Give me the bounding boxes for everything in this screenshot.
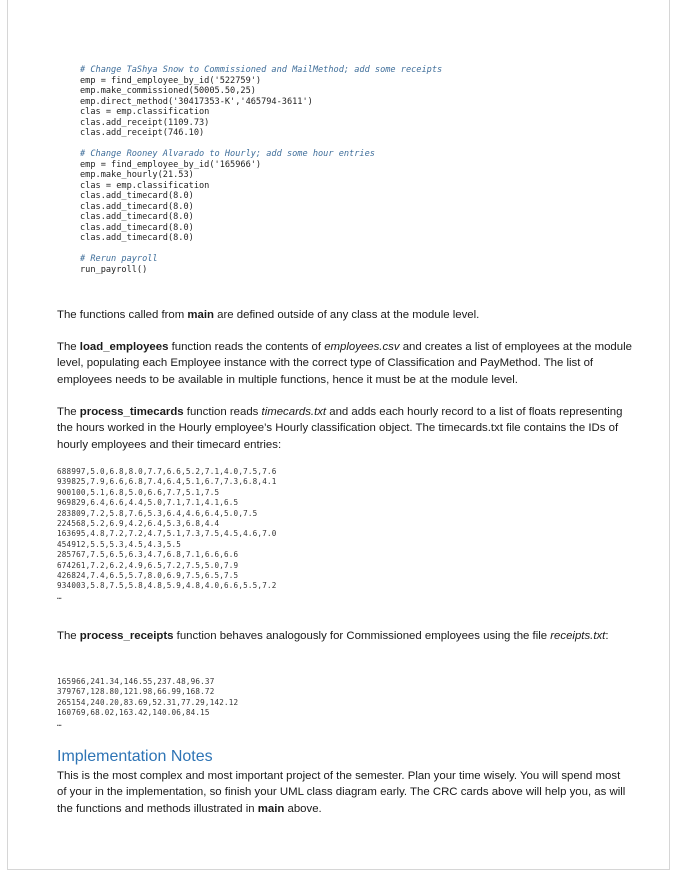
paragraph-text: function behaves analogously for Commissioned employees using the file xyxy=(173,630,551,642)
code-line: run_payroll() xyxy=(80,264,148,275)
receipt-record: 265154,240.20,83.69,52.31,77.29,142.12 xyxy=(57,697,239,707)
code-comment-line: # Rerun payroll xyxy=(80,254,158,264)
timecard-record: 426824,7.4,6.5,5.7,8.0,6.9,7.5,6.5,7.5 xyxy=(57,571,239,581)
code-block xyxy=(80,65,442,275)
paragraph-text: function reads the contents of xyxy=(168,341,325,353)
receipts-sample xyxy=(57,677,238,729)
timecard-record: 224568,5.2,6.9,4.2,6.4,5.3,6.8,4.4 xyxy=(57,519,220,529)
paragraph-text: above. xyxy=(284,802,322,815)
paragraph-text: and creates a list of employees at the module level, populating each Employee instance with the correct type of Classification and PayMethod. The list of employees needs to be available in multiple functions, hence it must be at the module level. xyxy=(57,341,632,386)
code-comment-line: # Change TaShya Snow to Commissioned and MailMethod; add some receipts xyxy=(80,65,443,75)
paragraph-process-receipts xyxy=(57,628,632,644)
function-name-process-timecards: process_timecards xyxy=(79,406,184,418)
filename-timecards-txt: timecards.txt xyxy=(261,406,327,418)
paragraph-process-timecards xyxy=(57,404,632,453)
paragraph-text: : xyxy=(605,630,609,642)
timecard-record: 454912,5.5,5.3,4.5,4.3,5.5 xyxy=(57,539,182,549)
paragraph-text: This is the most complex and most important project of the semester. Plan your time wisely. You will spend most of your in the implementation, so finish your UML class diagram early. The CRC cards above will help you, as will the functions and methods illustrated in xyxy=(57,770,626,815)
receipt-record: 160769,68.02,163.42,140.06,84.15 xyxy=(57,708,210,718)
filename-receipts-txt: receipts.txt xyxy=(550,630,606,642)
paragraph-text: The xyxy=(57,341,80,353)
section-heading-implementation-notes: Implementation Notes xyxy=(57,748,213,765)
code-line: clas.add_timecard(8.0) xyxy=(80,201,194,212)
paragraph-text: function reads xyxy=(183,406,262,418)
timecard-record: … xyxy=(57,591,62,601)
paragraph-text: are defined outside of any class at the module level. xyxy=(214,309,480,321)
receipt-record: 165966,241.34,146.55,237.48,96.37 xyxy=(57,677,215,686)
timecard-record: 674261,7.2,6.2,4.9,6.5,7.2,7.5,5.0,7.9 xyxy=(57,560,239,570)
timecard-record: 934003,5.8,7.5,5.8,4.8,5.9,4.8,4.0,6.6,5.5,7.2 xyxy=(57,581,277,591)
paragraph-text: The xyxy=(57,406,80,418)
code-line: clas.add_receipt(746.10) xyxy=(80,128,205,138)
paragraph-load-employees xyxy=(57,339,632,388)
timecard-record: 939825,7.9,6.6,6.8,7.4,6.4,5.1,6.7,7.3,6.8,4.1 xyxy=(57,477,277,487)
paragraph-module-functions xyxy=(57,307,632,323)
code-line: emp = find_employee_by_id('165966') xyxy=(80,159,262,170)
receipt-record: 379767,128.80,121.98,66.99,168.72 xyxy=(57,687,215,697)
function-name-load-employees: load_employees xyxy=(79,341,169,353)
timecard-record: 969829,6.4,6.6,4.4,5.0,7.1,7.1,4.1,6.5 xyxy=(57,498,239,508)
paragraph-implementation-notes xyxy=(57,768,632,817)
function-name-process-receipts: process_receipts xyxy=(79,630,174,642)
timecard-record: 688997,5.0,6.8,8.0,7.7,6.6,5.2,7.1,4.0,7.5,7.6 xyxy=(57,467,277,476)
code-line: emp.direct_method('30417353-K','465794-3611') xyxy=(80,96,313,107)
code-line: clas.add_receipt(1109.73) xyxy=(80,117,210,128)
paragraph-text: The functions called from xyxy=(57,309,188,321)
code-line: clas.add_timecard(8.0) xyxy=(80,233,194,243)
main-keyword: main xyxy=(187,309,215,321)
code-comment-line: # Change Rooney Alvarado to Hourly; add some hour entries xyxy=(80,149,375,159)
receipt-record: … xyxy=(57,718,62,728)
code-line: clas.add_timecard(8.0) xyxy=(80,222,194,233)
timecards-sample xyxy=(57,467,277,602)
code-line: clas.add_timecard(8.0) xyxy=(80,191,194,201)
code-line: emp.make_hourly(21.53) xyxy=(80,170,194,180)
paragraph-text: and adds each hourly record to a list of floats representing the hours worked in the Hourly employee’s Hourly classification object. The timecards.txt file contains the IDs of hourly employees and their timecard entries: xyxy=(57,406,623,451)
code-line: clas.add_timecard(8.0) xyxy=(80,212,194,222)
main-keyword: main xyxy=(257,802,285,815)
timecard-record: 285767,7.5,6.5,6.3,4.7,6.8,7.1,6.6,6.6 xyxy=(57,550,239,560)
code-line: clas = emp.classification xyxy=(80,107,210,117)
timecard-record: 163695,4.8,7.2,7.2,4.7,5.1,7.3,7.5,4.5,4.6,7.0 xyxy=(57,529,277,539)
timecard-record: 900100,5.1,6.8,5.0,6.6,7.7,5.1,7.5 xyxy=(57,487,220,497)
code-line: emp = find_employee_by_id('522759') xyxy=(80,75,262,86)
timecard-record: 283809,7.2,5.8,7.6,5.3,6.4,4.6,6.4,5.0,7.5 xyxy=(57,508,258,518)
filename-employees-csv: employees.csv xyxy=(324,341,400,353)
paragraph-text: The xyxy=(57,630,80,642)
code-line: emp.make_commissioned(50005.50,25) xyxy=(80,86,256,96)
code-line: clas = emp.classification xyxy=(80,180,210,191)
